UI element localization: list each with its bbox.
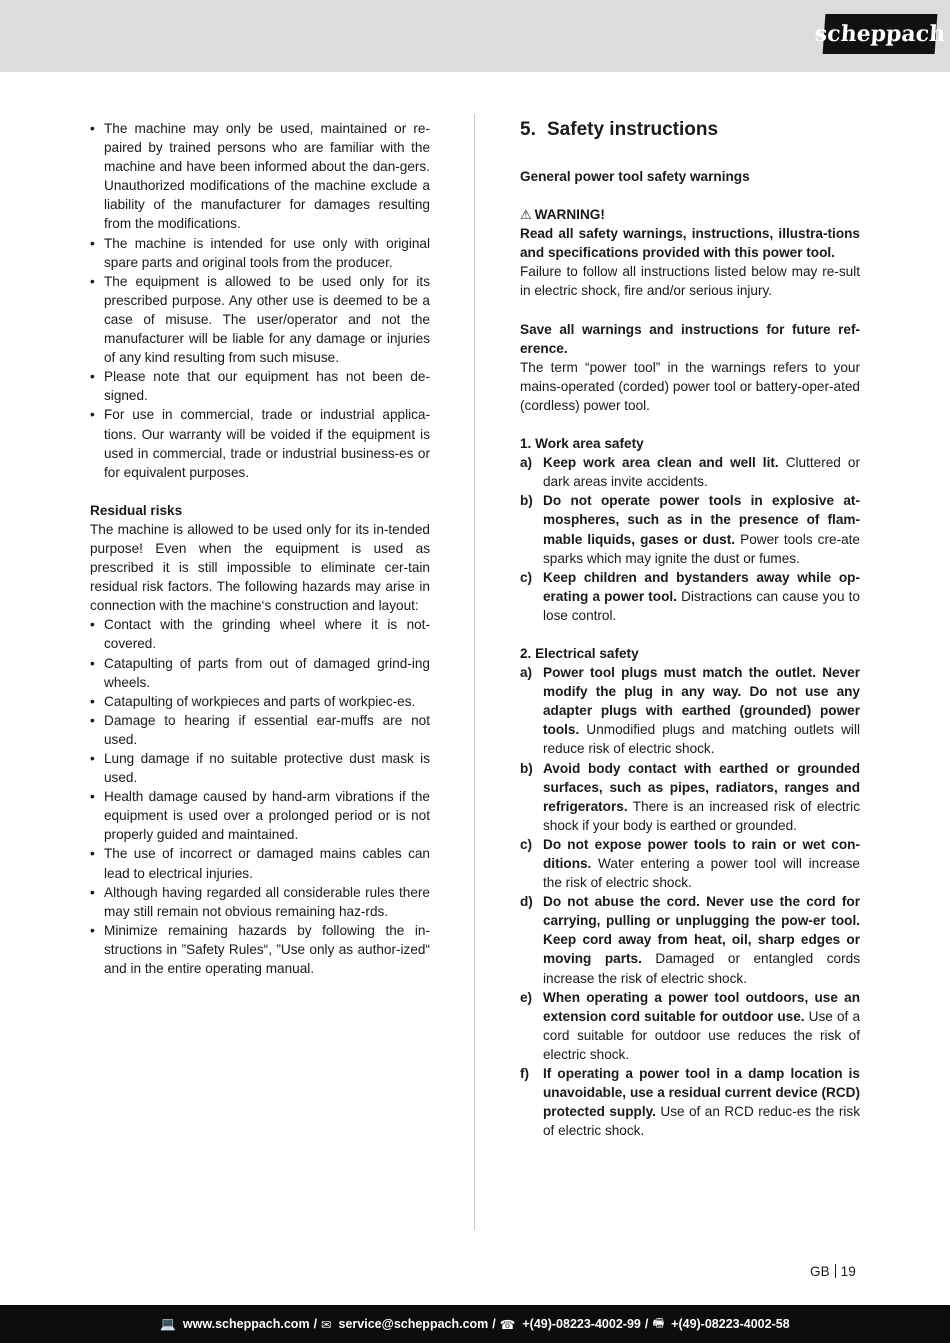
column-divider [474,114,475,1230]
intro-list [90,119,430,482]
electrical-safety-item [520,1064,860,1140]
electrical-safety-item [520,759,860,835]
electrical-safety-item-label: f) [520,1066,530,1082]
footer-separator: / [313,1317,318,1331]
risk-list-item: • Damage to hearing if essential ear-muffs are not used. [90,711,430,749]
intro-list-item: • For use in commercial, trade or industrial applica-tions. Our warranty will be voided if the equipment is used in commercial, trade or industrial business-es or for equivalent purposes. [90,405,430,481]
risk-list-item: • Although having regarded all considerable rules there may still remain not obvious remaining haz-rds. [90,883,430,921]
residual-risks-text: The machine is allowed to be used only for its in-tended purpose! Even when the equipment is used as prescribed it is still impossible to eliminate cer-tain residual risk factors. The following hazards may arise in connection with the machine‘s construction and layout: [90,521,430,614]
risk-list-item: • Lung damage if no suitable protective dust mask is used. [90,749,430,787]
footer-website[interactable]: www.scheppach.com [182,1317,310,1331]
electrical-safety-item [520,988,860,1064]
electrical-safety-item-label: a) [520,665,533,681]
save-warnings-bold: Save all warnings and instructions for future ref-erence. [520,321,860,356]
intro-list-item: • Please note that our equipment has not been de-signed. [90,367,430,405]
electrical-safety-item-label: e) [520,989,533,1005]
brand-logo-text: scheppach [813,21,947,47]
warning-heading [520,205,860,224]
risk-list [90,615,430,978]
mail-icon: ✉ [321,1317,332,1332]
electrical-safety-item-label: d) [520,894,533,910]
electrical-safety-item [520,663,860,758]
left-column [90,119,430,978]
risk-list-item: • Health damage caused by hand-arm vibrations if the equipment is used over a prolonged period or is not properly guided and maintained. [90,787,430,844]
work-area-item-label: a) [520,455,533,471]
electrical-safety-title: 2. Electrical safety [520,645,639,661]
work-area-list [520,453,860,625]
intro-list-item: • The machine may only be used, maintained or re-paired by trained persons who are familiar with the machine and have been informed about the dan-gers. Unauthorized modifications of the machine exclude a liability of the manufacturer for damages resulting from the modifications. [90,119,430,234]
work-area-item-label: b) [520,493,533,509]
work-area-item-bold: Do not operate power tools in explosive at-mospheres, such as in the presence of flam-mable liquids, gases or dust. [543,493,860,547]
risk-list-item: • Contact with the grinding wheel where it is not-covered. [90,615,430,653]
electrical-safety-item-bold: When operating a power tool outdoors, use an extension cord suitable for outdoor use. [543,989,860,1024]
risk-list-item: • Catapulting of parts from out of damaged grind-ing wheels. [90,654,430,692]
work-area-title: 1. Work area safety [520,436,644,452]
work-area-item-bold: Keep children and bystanders away while op-erating a power tool. [543,569,860,604]
computer-icon: 💻 [160,1316,176,1331]
work-area-item-label: c) [520,569,533,585]
right-column [520,119,860,1140]
warning-triangle-icon: ⚠ [520,207,532,223]
general-warnings-title: General power tool safety warnings [520,169,750,184]
footer-bar [0,1305,950,1343]
intro-list-item: • The machine is intended for use only with original spare parts and original tools from the producer. [90,234,430,272]
electrical-safety-item-bold: Power tool plugs must match the outlet. Never modify the plug in any way. Do not use any adapter plugs with earthed (grounded) power tools. [543,665,860,738]
electrical-safety-item-bold: Do not abuse the cord. Never use the cord for carrying, pulling or unplugging the pow-er tool. Keep cord away from heat, oil, sharp edges or moving parts. [543,894,860,967]
electrical-safety-item-label: b) [520,760,533,776]
risk-list-item: • The use of incorrect or damaged mains cables can lead to electrical injuries. [90,844,430,882]
phone-icon: ☎ [499,1317,516,1332]
electrical-safety-item-bold: If operating a power tool in a damp location is unavoidable, use a residual current device (RCD) protected supply. [543,1066,860,1120]
electrical-safety-item-text: There is an increased risk of electric shock if your body is earthed or grounded. [543,798,860,833]
footer-phone: +(49)-08223-4002-99 [522,1317,641,1331]
warning-label: WARNING! [534,207,605,223]
electrical-safety-item-label: c) [520,836,533,852]
fax-icon: 🖷 [652,1315,665,1330]
footer-email[interactable]: service@scheppach.com [338,1317,489,1331]
footer-separator: / [644,1317,649,1331]
work-area-item-text: Cluttered or dark areas invite accidents. [543,455,860,490]
work-area-item-text: Distractions can cause you to lose control. [543,588,860,623]
brand-logo [813,14,947,54]
footer-separator: / [492,1317,496,1331]
electrical-safety-item [520,892,860,987]
work-area-item-text: Power tools cre-ate sparks which may ignite the dust or fumes. [543,531,860,566]
work-area-item [520,491,860,567]
intro-list-item: • The equipment is allowed to be used only for its prescribed purpose. Any other use is deemed to be a case of misuse. The user/operator and not the manufacturer will be liable for any damage or injuries of any kind resulting from such misuse. [90,272,430,367]
electrical-safety-list [520,663,860,1140]
section-title-text: Safety instructions [547,119,719,140]
electrical-safety-item [520,835,860,892]
electrical-safety-item-text: Damaged or entangled cords increase the risk of electric shock. [543,951,860,986]
electrical-safety-item-text: Use of an RCD reduc-es the risk of electric shock. [543,1104,860,1139]
page-number-value: 19 [840,1264,856,1279]
page-lang: GB [810,1264,830,1279]
electrical-safety-item-text: Water entering a power tool will increase the risk of electric shock. [543,856,860,891]
work-area-item [520,453,860,491]
page-number [810,1264,856,1279]
electrical-safety-item-text: Use of a cord suitable for outdoor use reduces the risk of electric shock. [543,1008,861,1062]
electrical-safety-item-text: Unmodified plugs and matching outlets will reduce risk of electric shock. [543,722,860,757]
footer-fax: +(49)-08223-4002-58 [671,1317,790,1331]
electrical-safety-item-bold: Do not expose power tools to rain or wet con-ditions. [543,836,860,871]
risk-list-item: • Catapulting of workpieces and parts of workpiec-es. [90,692,430,711]
section-title [520,119,860,141]
risk-list-item: • Minimize remaining hazards by following the in-structions in ”Safety Rules“, ”Use only as author-ized“ and in the entire operating manual. [90,921,430,978]
work-area-item [520,568,860,625]
header-band [0,0,950,72]
warning-bold-text: Read all safety warnings, instructions, illustra-tions and specifications provided with this power tool. [520,226,860,261]
electrical-safety-item-bold: Avoid body contact with earthed or grounded surfaces, such as pipes, radiators, ranges and refrigerators. [543,760,860,814]
section-number: 5. [520,119,536,140]
warning-text: Failure to follow all instructions listed below may re-sult in electric shock, fire and/or serious injury. [520,264,860,299]
residual-risks-title: Residual risks [90,502,183,518]
save-warnings-text: The term “power tool” in the warnings refers to your mains-operated (corded) power tool or battery-oper-ated (cordless) power tool. [520,359,860,413]
work-area-item-bold: Keep work area clean and well lit. [543,455,779,471]
